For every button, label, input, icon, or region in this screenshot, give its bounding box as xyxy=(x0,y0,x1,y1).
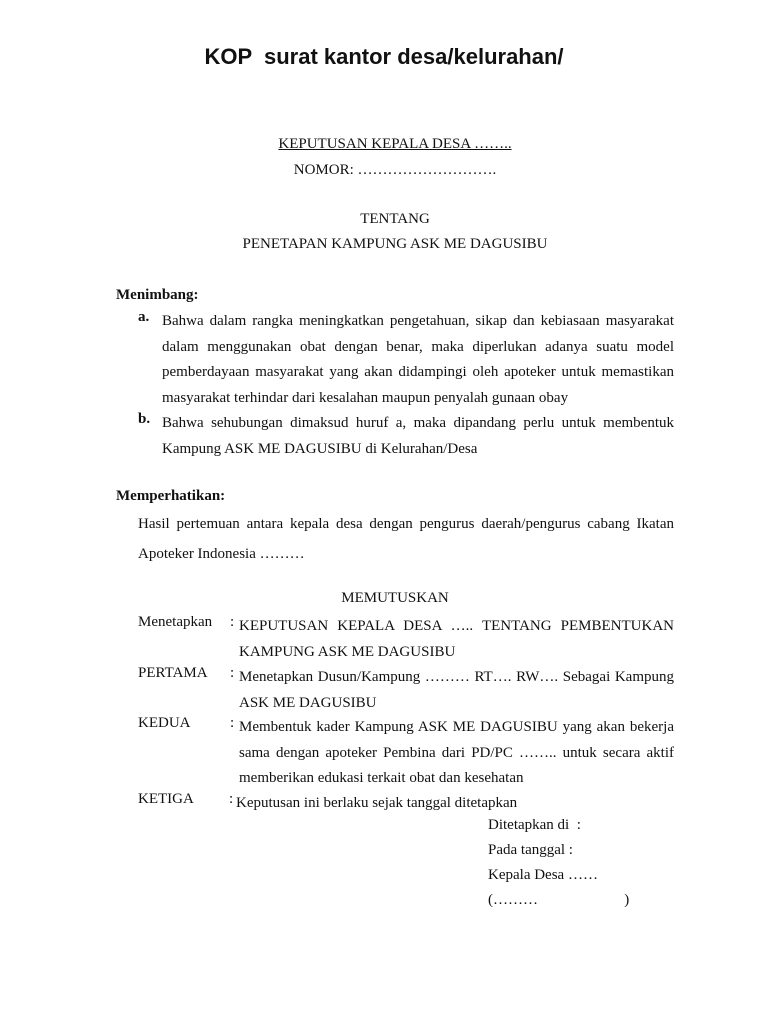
decision-colon: : xyxy=(229,791,234,807)
item-text: Bahwa dalam rangka meningkatkan pengetahuan, sikap dan kebiasaan masyarakat dalam menggunakan obat dengan benar, maka diperlukan adanya suatu model pemberdayaan masyarakat yang akan didampingi oleh apoteker untuk memastikan masyarakat terhindar dari kesalahan maupun penyalah gunaan obay xyxy=(162,313,674,406)
decision-key: KETIGA xyxy=(138,791,194,807)
decision-text: Menetapkan Dusun/Kampung ……… RT…. RW…. Sebagai Kampung ASK ME DAGUSIBU xyxy=(239,669,674,711)
letterhead-title: KOP surat kantor desa/kelurahan/ xyxy=(204,44,564,69)
decision-colon: : xyxy=(230,665,235,681)
signature-date: Pada tanggal : xyxy=(488,842,573,858)
decision-text: Keputusan ini berlaku sejak tanggal ditetapkan xyxy=(236,795,518,811)
decision-menetapkan xyxy=(138,614,674,665)
memperhatikan-label: Memperhatikan: xyxy=(116,488,226,504)
decision-text: KEPUTUSAN KEPALA DESA ….. TENTANG PEMBENTUKAN KAMPUNG ASK ME DAGUSIBU xyxy=(239,618,674,660)
memperhatikan-text: Hasil pertemuan antara kepala desa dengan pengurus daerah/pengurus cabang Ikatan Apoteker Indonesia ……… xyxy=(138,516,674,562)
decision-key: KEDUA xyxy=(138,715,191,731)
item-text: Bahwa sehubungan dimaksud huruf a, maka dipandang perlu untuk membentuk Kampung ASK ME DAGUSIBU di Kelurahan/Desa xyxy=(162,415,674,457)
decree-subject: PENETAPAN KAMPUNG ASK ME DAGUSIBU xyxy=(242,236,548,252)
menimbang-label: Menimbang: xyxy=(116,287,199,303)
decision-kedua xyxy=(138,715,674,792)
menimbang-item-b xyxy=(138,411,674,462)
menimbang-item-a xyxy=(138,309,674,411)
tentang-heading: TENTANG xyxy=(360,211,430,227)
decision-key: Menetapkan xyxy=(138,614,213,630)
signature-office: Kepala Desa …… xyxy=(488,867,598,883)
decision-colon: : xyxy=(230,715,235,731)
signature-place: Ditetapkan di : xyxy=(488,817,581,833)
decision-colon: : xyxy=(230,614,235,630)
decision-text: Membentuk kader Kampung ASK ME DAGUSIBU yang akan bekerja sama dengan apoteker Pembina dari PD/PC …….. untuk secara aktif memberikan edukasi terkait obat dan kesehatan xyxy=(239,719,674,786)
item-marker: a. xyxy=(138,309,150,325)
decree-number: NOMOR: ………………………. xyxy=(293,162,497,178)
signature-name: (……… ) xyxy=(488,892,630,908)
decision-ketiga xyxy=(138,791,674,817)
decision-key: PERTAMA xyxy=(138,665,208,681)
item-marker: b. xyxy=(138,411,151,427)
memutuskan-heading: MEMUTUSKAN xyxy=(341,590,449,606)
decree-title: KEPUTUSAN KEPALA DESA …….. xyxy=(278,136,512,152)
decision-pertama xyxy=(138,665,674,716)
